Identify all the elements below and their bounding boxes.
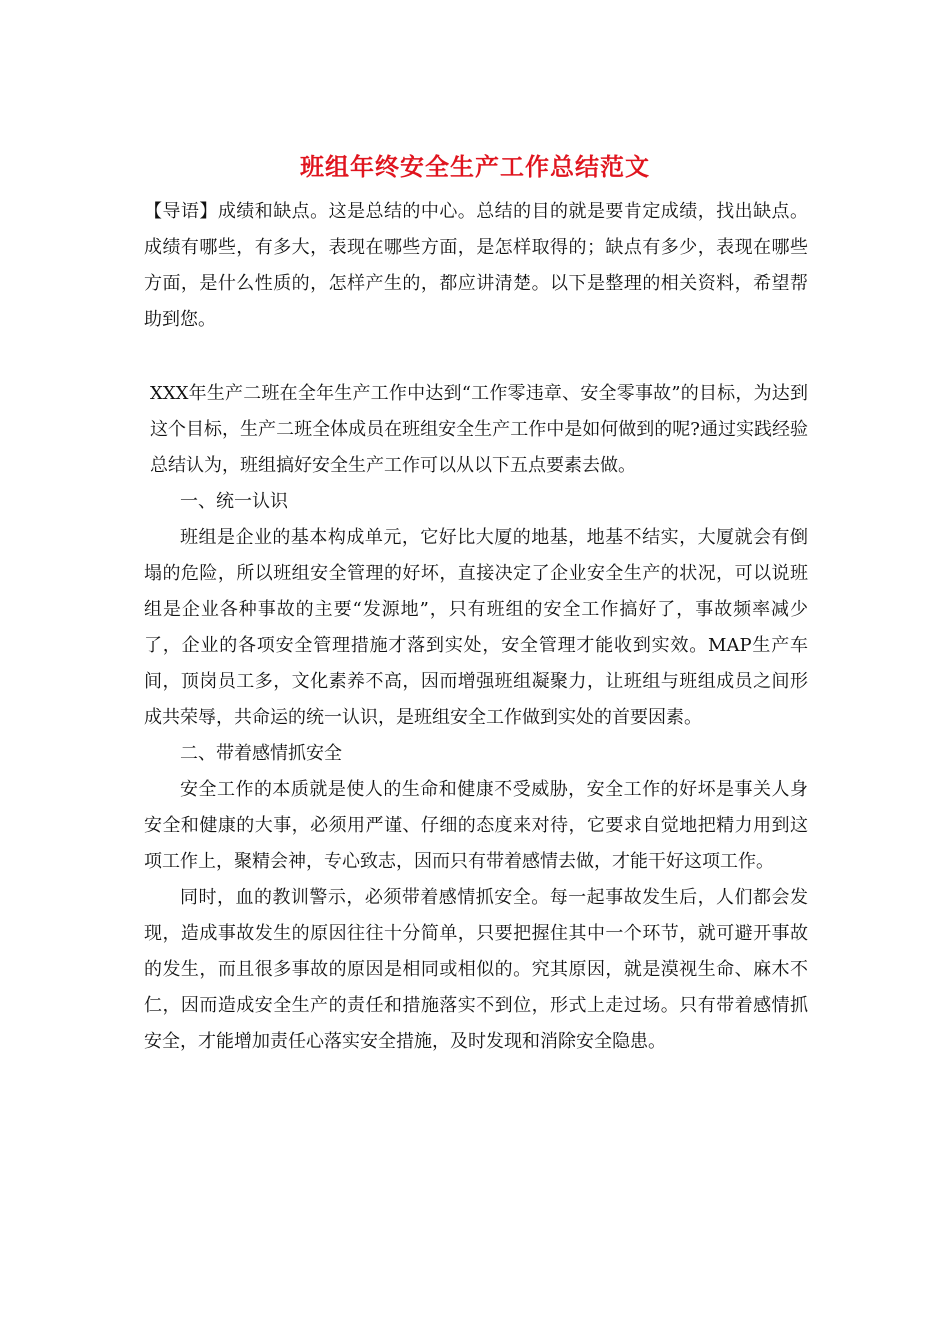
document-title: 班组年终安全生产工作总结范文 [300, 152, 650, 181]
intro-paragraph: 【导语】成绩和缺点。这是总结的中心。总结的目的就是要肯定成绩，找出缺点。成绩有哪些，有多大，表现在哪些方面，是怎样取得的；缺点有多少，表现在哪些方面，是什么性质的，怎样产生的，都应讲清楚。以下是整理的相关资料，希望帮助到您。 [144, 201, 808, 330]
section-heading-1: 一、统一认识 [180, 491, 288, 512]
body-paragraph-2: 班组是企业的基本构成单元，它好比大厦的地基，地基不结实，大厦就会有倒塌的危险，所以班组安全管理的好坏，直接决定了企业安全生产的状况，可以说班组是企业各种事故的主要“发源地”，只有班组的安全工作搞好了，事故频率减少了，企业的各项安全管理措施才落到实处，安全管理才能收到实效。MAP生产车间，顶岗员工多，文化素养不高，因而增强班组凝聚力，让班组与班组成员之间形成共荣辱，共命运的统一认识，是班组安全工作做到实处的首要因素。 [144, 527, 808, 728]
section-heading-2: 二、带着感情抓安全 [180, 743, 342, 764]
document-body [144, 194, 808, 1060]
body-paragraph-4: 同时，血的教训警示，必须带着感情抓安全。每一起事故发生后，人们都会发现，造成事故发生的原因往往十分简单，只要把握住其中一个环节，就可避开事故的发生，而且很多事故的原因是相同或相似的。究其原因，就是漠视生命、麻木不仁，因而造成安全生产的责任和措施落实不到位，形式上走过场。只有带着感情抓安全，才能增加责任心落实安全措施，及时发现和消除安全隐患。 [144, 887, 808, 1052]
paragraph-gap [144, 338, 808, 376]
body-paragraph-1: XXX年生产二班在全年生产工作中达到“工作零违章、安全零事故”的目标，为达到这个目标，生产二班全体成员在班组安全生产工作中是如何做到的呢?通过实践经验总结认为，班组搞好安全生产工作可以从以下五点要素去做。 [150, 383, 808, 476]
body-paragraph-3: 安全工作的本质就是使人的生命和健康不受威胁，安全工作的好坏是事关人身安全和健康的大事，必须用严谨、仔细的态度来对待，它要求自觉地把精力用到这项工作上，聚精会神，专心致志，因而只有带着感情去做，才能干好这项工作。 [144, 779, 808, 872]
